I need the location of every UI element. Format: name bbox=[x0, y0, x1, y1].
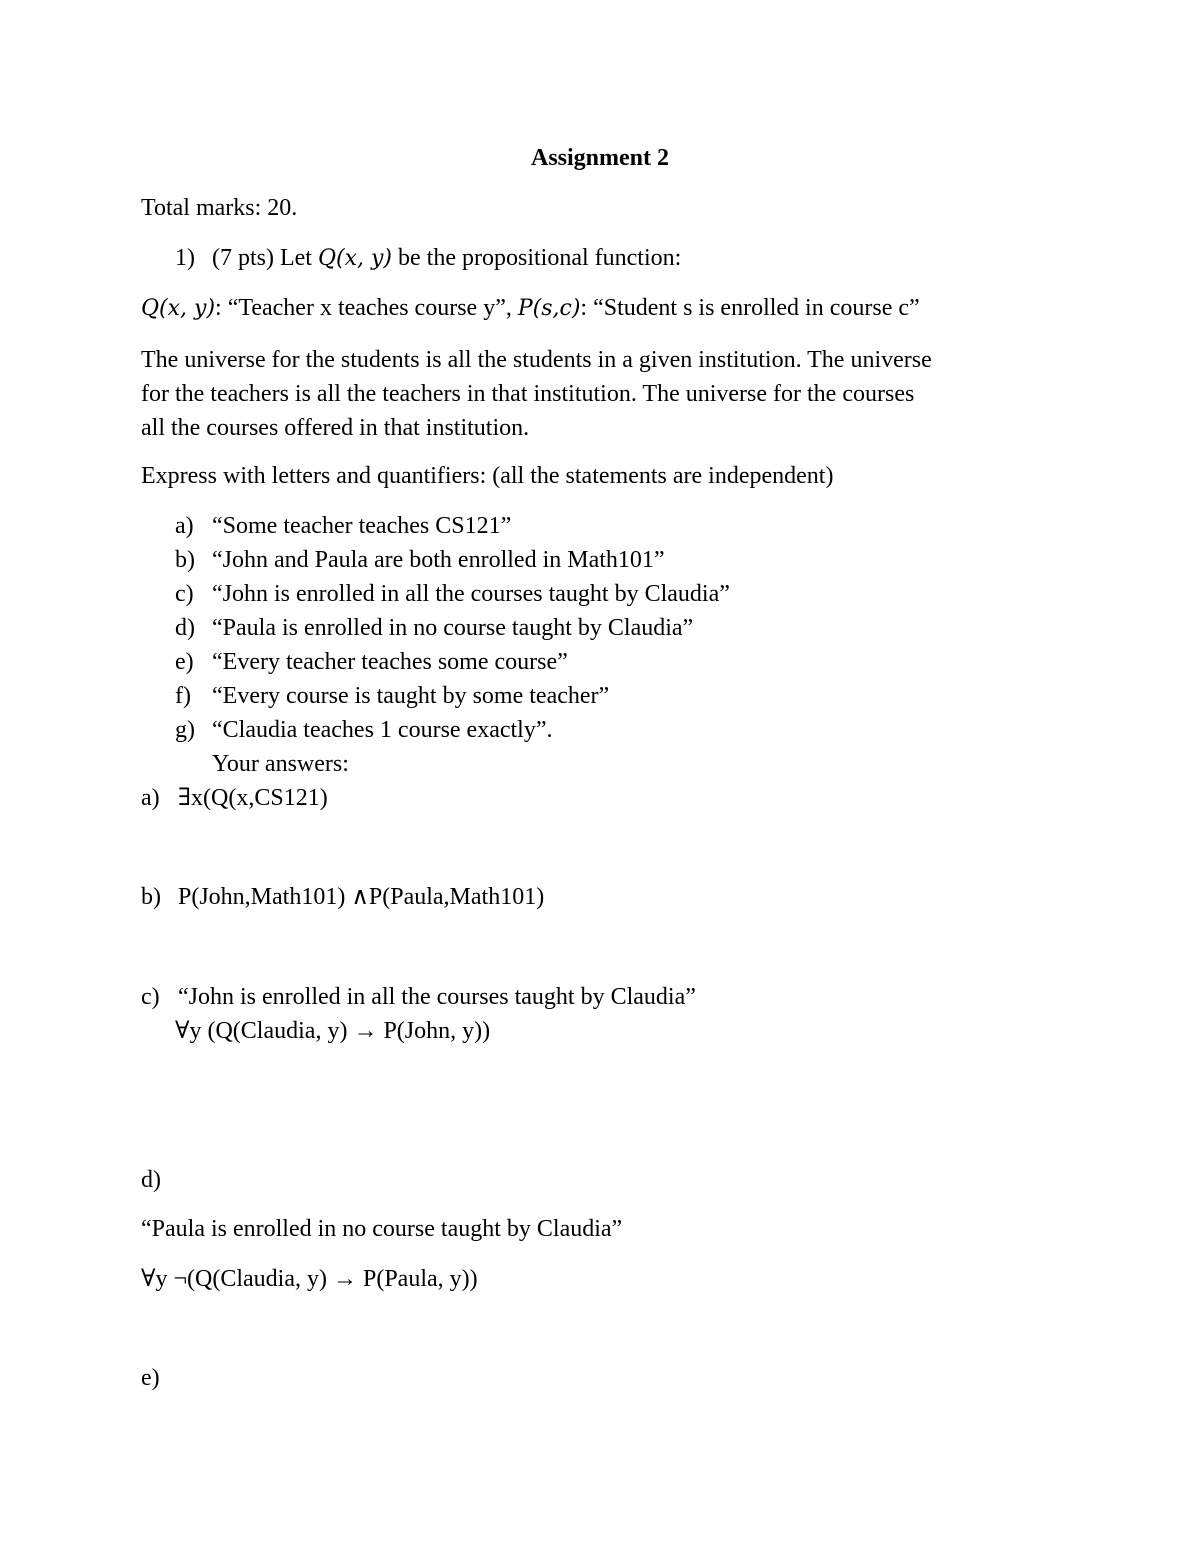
instruction: Express with letters and quantifiers: (all the statements are independent) bbox=[141, 463, 834, 489]
list-item bbox=[175, 511, 511, 541]
universe-line: for the teachers is all the teachers in that institution. The universe for the courses bbox=[141, 381, 915, 407]
item-label: a) bbox=[175, 513, 194, 539]
total-marks: Total marks: 20. bbox=[141, 195, 298, 221]
function-p-notation: P(s,c) bbox=[517, 296, 581, 321]
answer-e-label: e) bbox=[141, 1365, 160, 1391]
item-text: “Every teacher teaches some course” bbox=[212, 649, 568, 675]
question-1-intro bbox=[175, 243, 681, 274]
function-q-notation: Q(x, y) bbox=[317, 246, 393, 271]
function-p-definition: : “Student s is enrolled in course c” bbox=[580, 295, 920, 321]
list-item bbox=[175, 715, 553, 745]
universe-paragraph bbox=[141, 343, 1061, 445]
item-text: “Every course is taught by some teacher” bbox=[212, 683, 610, 709]
function-definitions bbox=[141, 293, 920, 324]
answer-label: a) bbox=[141, 785, 160, 811]
document-title: Assignment 2 bbox=[530, 145, 669, 171]
item-text: “John and Paula are both enrolled in Math101” bbox=[212, 547, 665, 573]
question-intro-suffix: be the propositional function: bbox=[392, 245, 682, 271]
answer-b bbox=[141, 882, 544, 912]
item-label: f) bbox=[175, 683, 191, 709]
answer-d-formula: ∀y ¬(Q(Claudia, y) → P(Paula, y)) bbox=[141, 1266, 478, 1292]
question-number: 1) bbox=[175, 245, 195, 271]
item-text: “John is enrolled in all the courses taught by Claudia” bbox=[212, 581, 730, 607]
answer-label: b) bbox=[141, 884, 161, 910]
list-item bbox=[175, 647, 568, 677]
answer-c-formula: ∀y (Q(Claudia, y) → P(John, y)) bbox=[175, 1018, 491, 1044]
list-item bbox=[175, 579, 730, 609]
answer-c bbox=[141, 982, 696, 1012]
question-intro-prefix: (7 pts) Let bbox=[212, 245, 318, 271]
function-q-definition: : “Teacher x teaches course y”, bbox=[215, 295, 518, 321]
item-text: “Some teacher teaches CS121” bbox=[212, 513, 512, 539]
universe-line: all the courses offered in that institution. bbox=[141, 415, 530, 441]
item-text: “Claudia teaches 1 course exactly”. bbox=[212, 717, 553, 743]
answer-label: c) bbox=[141, 984, 160, 1010]
answer-d-label: d) bbox=[141, 1167, 161, 1193]
item-label: e) bbox=[175, 649, 194, 675]
list-item bbox=[175, 613, 693, 643]
item-label: b) bbox=[175, 547, 195, 573]
universe-line: The universe for the students is all the students in a given institution. The universe bbox=[141, 347, 932, 373]
answer-statement: “John is enrolled in all the courses taught by Claudia” bbox=[178, 984, 696, 1010]
list-item bbox=[175, 545, 665, 575]
answers-heading: Your answers: bbox=[212, 751, 349, 777]
list-item bbox=[175, 681, 609, 711]
answer-a bbox=[141, 783, 328, 813]
answer-d-statement: “Paula is enrolled in no course taught by Claudia” bbox=[141, 1216, 623, 1242]
item-label: d) bbox=[175, 615, 195, 641]
answer-formula: P(John,Math101) ∧P(Paula,Math101) bbox=[178, 884, 545, 910]
answer-formula: ∃x(Q(x,CS121) bbox=[178, 785, 328, 811]
item-text: “Paula is enrolled in no course taught by Claudia” bbox=[212, 615, 694, 641]
item-label: c) bbox=[175, 581, 194, 607]
item-label: g) bbox=[175, 717, 195, 743]
function-q-notation: Q(x, y) bbox=[141, 296, 216, 321]
